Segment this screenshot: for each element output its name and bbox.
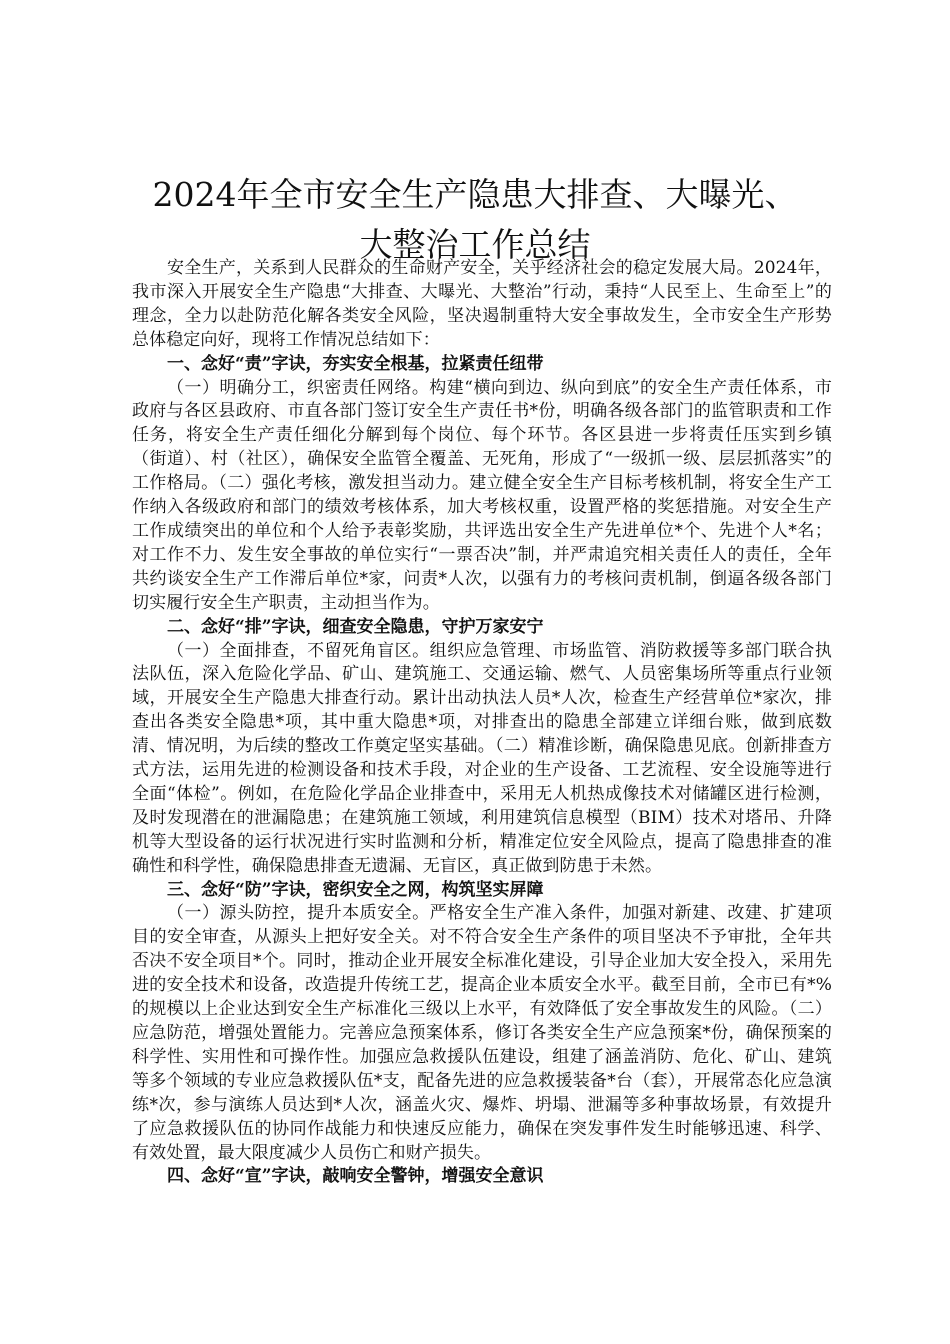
intro-paragraph: 安全生产，关系到人民群众的生命财产安全，关乎经济社会的稳定发展大局。2024年，我市深入开展安全生产隐患“大排查、大曝光、大整治”行动，秉持“人民至上、生命至上”的理念，全力以赴防范化解各类安全风险，坚决遏制重特大安全事故发生，全市安全生产形势总体稳定向好，现将工作情况总结如下： [132,258,832,350]
document-body [132,257,832,1189]
document-title [0,170,950,270]
section-heading-1: 一、念好“责”字诀，夯实安全根基，拉紧责任纽带 [167,353,544,374]
title-line-1: 2024年全市安全生产隐患大排查、大曝光、 [152,175,798,214]
section-heading-3: 三、念好“防”字诀，密织安全之网，构筑坚实屏障 [167,879,544,900]
section-heading-4: 四、念好“宣”字诀，敲响安全警钟，增强安全意识 [167,1166,544,1187]
section-body-2: （一）全面排查，不留死角盲区。组织应急管理、市场监管、消防救援等多部门联合执法队伍，深入危险化学品、矿山、建筑施工、交通运输、燃气、人员密集场所等重点行业领域，开展安全生产隐患大排查行动。累计出动执法人员*人次，检查生产经营单位*家次，排查出各类安全隐患*项，其中重大隐患*项，对排查出的隐患全部建立详细台账，做到底数清、情况明，为后续的整改工作奠定坚实基础。（二）精准诊断，确保隐患见底。创新排查方式方法，运用先进的检测设备和技术手段，对企业的生产设备、工艺流程、安全设施等进行全面“体检”。例如，在危险化学品企业排查中，采用无人机热成像技术对储罐区进行检测，及时发现潜在的泄漏隐患；在建筑施工领域，利用建筑信息模型（BIM）技术对塔吊、升降机等大型设备的运行状况进行实时监测和分析，精准定位安全风险点，提高了隐患排查的准确性和科学性，确保隐患排查无遗漏、无盲区，真正做到防患于未然。 [132,640,832,876]
section-heading-2: 二、念好“排”字诀，细查安全隐患，守护万家安宁 [167,616,544,637]
section-body-1: （一）明确分工，织密责任网络。构建“横向到边、纵向到底”的安全生产责任体系，市政府与各区县政府、市直各部门签订安全生产责任书*份，明确各级各部门的监管职责和工作任务，将安全生产责任细化分解到每个岗位、每个环节。各区县进一步将责任压实到乡镇（街道）、村（社区），确保安全监管全覆盖、无死角，形成了“一级抓一级、层层抓落实”的工作格局。（二）强化考核，激发担当动力。建立健全安全生产目标考核机制，将安全生产工作纳入各级政府和部门的绩效考核体系，加大考核权重，设置严格的奖惩措施。对安全生产工作成绩突出的单位和个人给予表彰奖励，共评选出安全生产先进单位*个、先进个人*名；对工作不力、发生安全事故的单位实行“一票否决”制，并严肃追究相关责任人的责任，全年共约谈安全生产工作滞后单位*家，问责*人次，以强有力的考核问责机制，倒逼各级各部门切实履行安全生产职责，主动担当作为。 [132,377,832,613]
title-line-2: 大整治工作总结 [359,225,591,264]
section-body-3: （一）源头防控，提升本质安全。严格安全生产准入条件，加强对新建、改建、扩建项目的安全审查，从源头上把好安全关。对不符合安全生产条件的项目坚决不予审批，全年共否决不安全项目*个。同时，推动企业开展安全标准化建设，引导企业加大安全投入，采用先进的安全技术和设备，改造提升传统工艺，提高企业本质安全水平。截至目前，全市已有*%的规模以上企业达到安全生产标准化三级以上水平，有效降低了安全事故发生的风险。（二）应急防范，增强处置能力。完善应急预案体系，修订各类安全生产应急预案*份，确保预案的科学性、实用性和可操作性。加强应急救援队伍建设，组建了涵盖消防、危化、矿山、建筑等多个领域的专业应急救援队伍*支，配备先进的应急救援装备*台（套），开展常态化应急演练*次，参与演练人员达到*人次，涵盖火灾、爆炸、坍塌、泄漏等多种事故场景，有效提升了应急救援队伍的协同作战能力和快速反应能力，确保在突发事件发生时能够迅速、科学、有效处置，最大限度减少人员伤亡和财产损失。 [132,903,832,1163]
